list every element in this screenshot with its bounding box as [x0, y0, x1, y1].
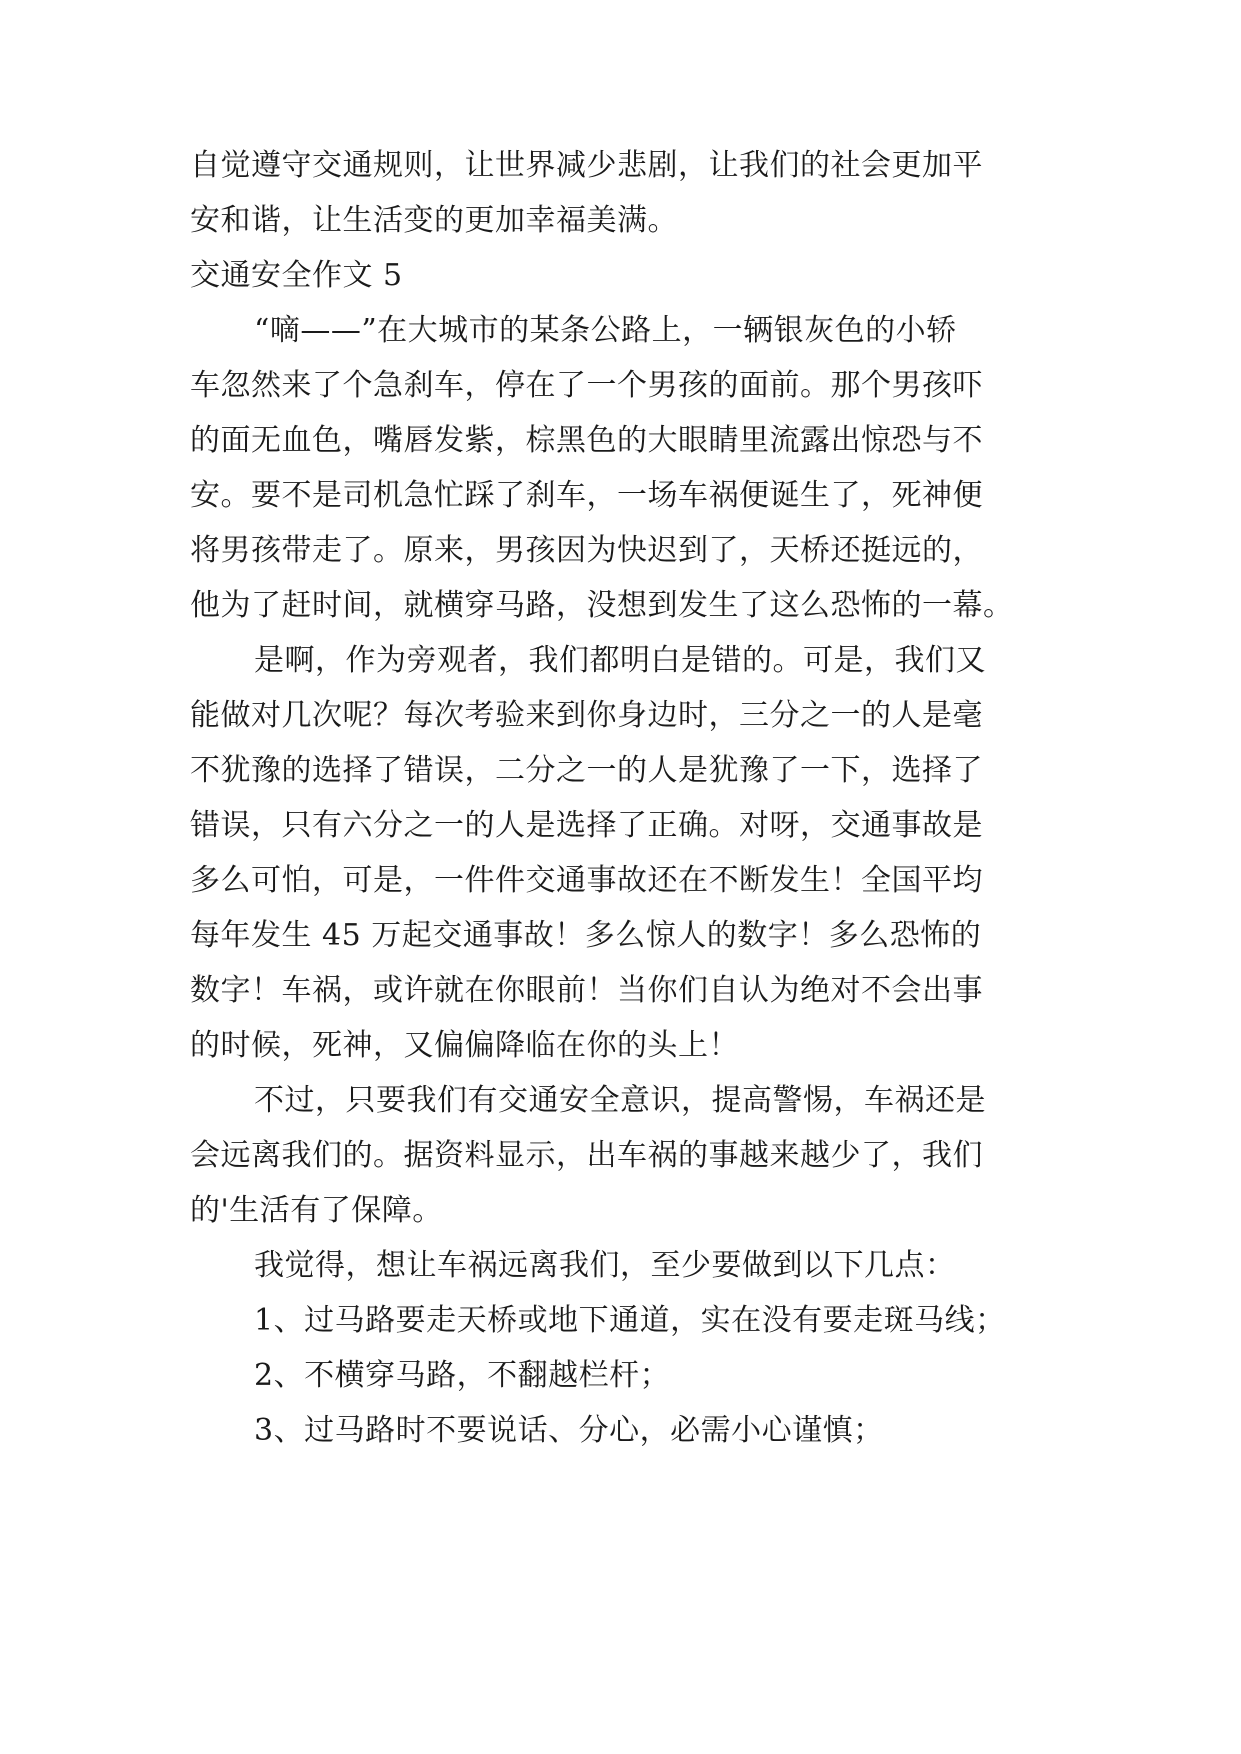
list-item: 3、过马路时不要说话、分心，必需小心谨慎；	[254, 1413, 884, 1448]
text-line: 的'生活有了保障。	[190, 1193, 443, 1228]
paragraph-start: 是啊，作为旁观者，我们都明白是错的。可是，我们又	[254, 643, 986, 678]
text-line: 能做对几次呢？每次考验来到你身边时，三分之一的人是毫	[190, 698, 983, 733]
section-heading: 交通安全作文 5	[190, 258, 403, 293]
paragraph-start: 我觉得，想让车祸远离我们，至少要做到以下几点：	[254, 1248, 956, 1283]
text-line: 安和谐，让生活变的更加幸福美满。	[190, 203, 678, 238]
text-line: 他为了赶时间，就横穿马路，没想到发生了这么恐怖的一幕。	[190, 588, 1014, 623]
text-line: 的面无血色，嘴唇发紫，棕黑色的大眼睛里流露出惊恐与不	[190, 423, 983, 458]
text-line: 将男孩带走了。原来，男孩因为快迟到了，天桥还挺远的，	[190, 533, 983, 568]
paragraph-start: “嘀——”在大城市的某条公路上，一辆银灰色的小轿	[254, 313, 957, 348]
text-line: 每年发生 45 万起交通事故！多么惊人的数字！多么恐怖的	[190, 918, 982, 953]
text-line: 多么可怕，可是，一件件交通事故还在不断发生！全国平均	[190, 863, 983, 898]
paragraph-start: 不过，只要我们有交通安全意识，提高警惕，车祸还是	[254, 1083, 986, 1118]
text-line: 不犹豫的选择了错误，二分之一的人是犹豫了一下，选择了	[190, 753, 983, 788]
list-item: 2、不横穿马路，不翻越栏杆；	[254, 1358, 671, 1393]
text-line: 自觉遵守交通规则，让世界减少悲剧，让我们的社会更加平	[190, 148, 983, 183]
text-line: 安。要不是司机急忙踩了刹车，一场车祸便诞生了，死神便	[190, 478, 983, 513]
text-line: 会远离我们的。据资料显示，出车祸的事越来越少了，我们	[190, 1138, 983, 1173]
list-item: 1、过马路要走天桥或地下通道，实在没有要走斑马线；	[254, 1303, 1006, 1338]
text-line: 错误，只有六分之一的人是选择了正确。对呀，交通事故是	[190, 808, 983, 843]
text-line: 数字！车祸，或许就在你眼前！当你们自认为绝对不会出事	[190, 973, 983, 1008]
text-line: 车忽然来了个急刹车，停在了一个男孩的面前。那个男孩吓	[190, 368, 983, 403]
text-line: 的时候，死神，又偏偏降临在你的头上！	[190, 1028, 739, 1063]
